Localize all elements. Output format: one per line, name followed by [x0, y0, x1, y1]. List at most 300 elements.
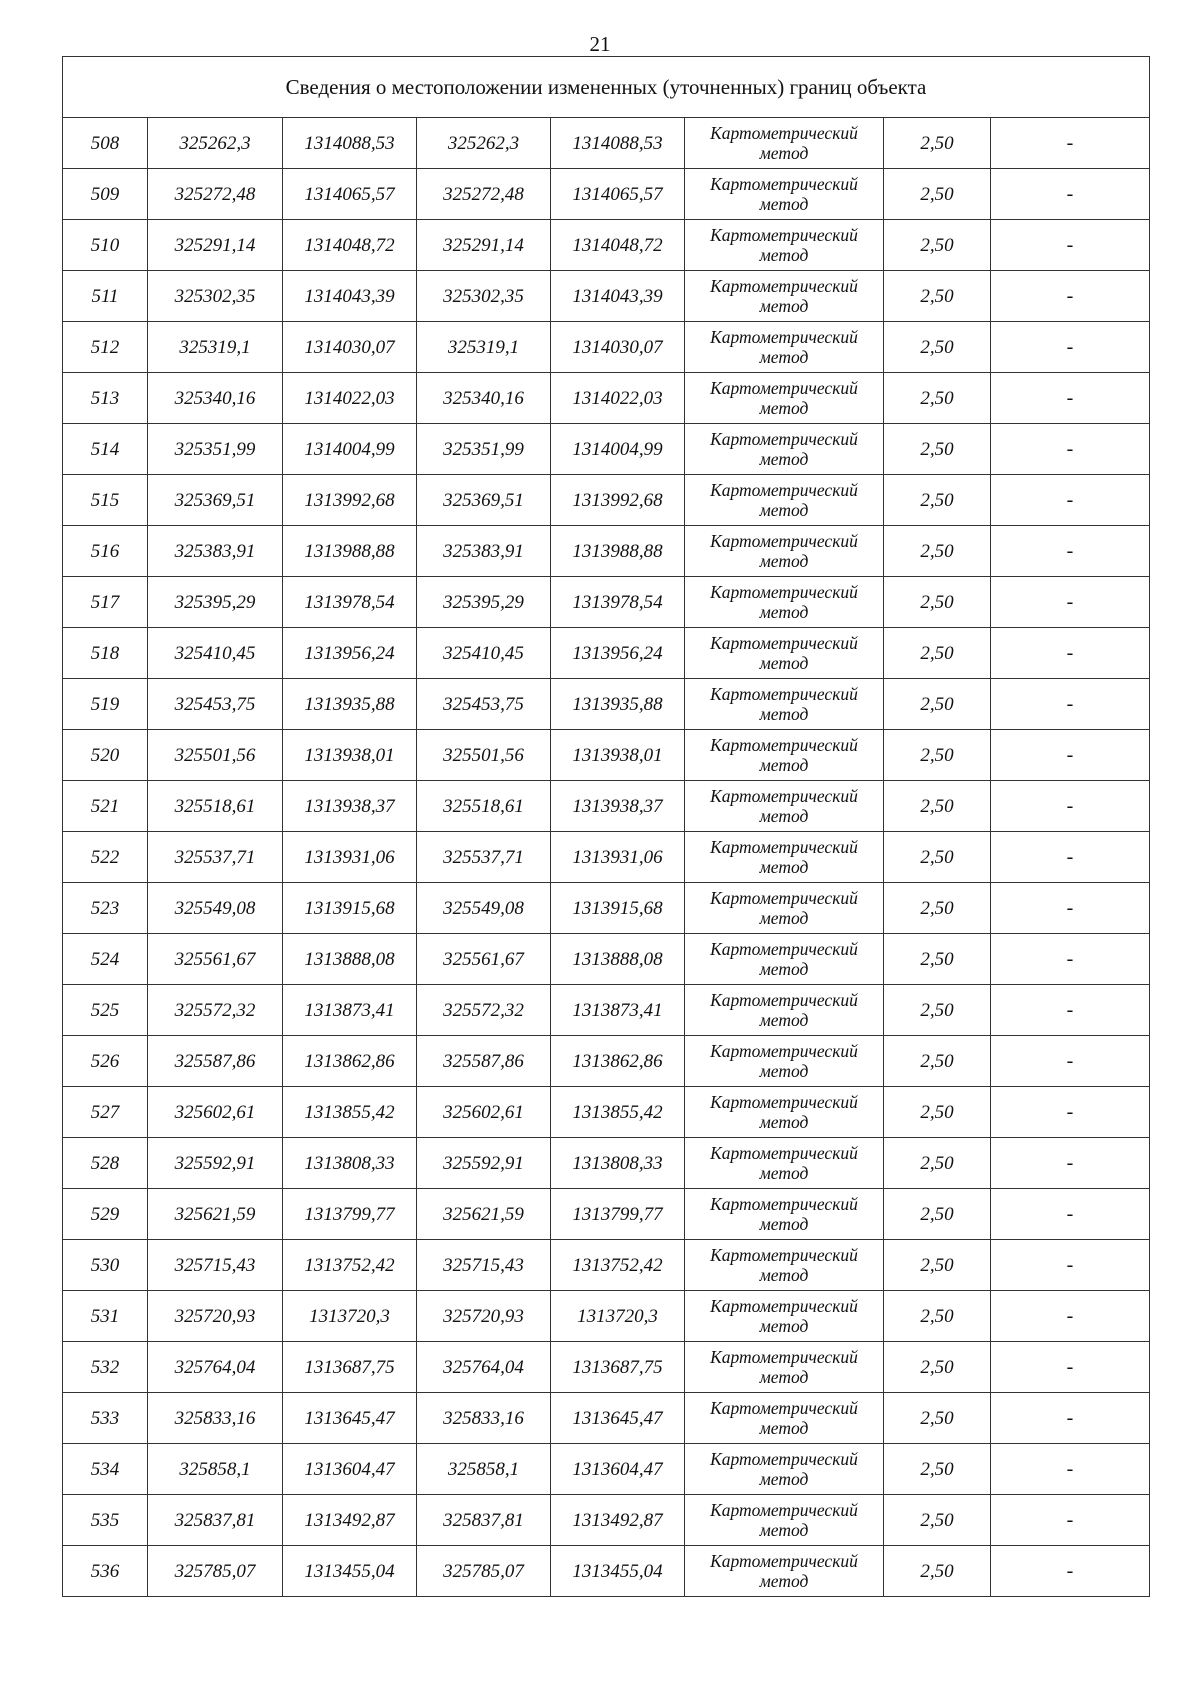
method-line-1: Картометрический: [710, 276, 858, 296]
table-row: [63, 577, 1150, 628]
existing-x-cell: 325720,93: [148, 1291, 283, 1342]
existing-y-cell: 1314022,03: [283, 373, 417, 424]
method-line-2: метод: [759, 704, 809, 724]
method-line-1: Картометрический: [710, 429, 858, 449]
refined-y-cell: 1313938,01: [551, 730, 685, 781]
existing-x-cell: 325549,08: [148, 883, 283, 934]
refined-x-cell: 325621,59: [417, 1189, 551, 1240]
refined-y-cell: 1313978,54: [551, 577, 685, 628]
method-line-1: Картометрический: [710, 1398, 858, 1418]
existing-y-cell: 1313808,33: [283, 1138, 417, 1189]
point-number-cell: 509: [63, 169, 148, 220]
precision-cell: 2,50: [884, 577, 991, 628]
precision-cell: 2,50: [884, 730, 991, 781]
table-row: [63, 118, 1150, 169]
existing-x-cell: 325383,91: [148, 526, 283, 577]
existing-y-cell: 1313855,42: [283, 1087, 417, 1138]
existing-y-cell: 1313604,47: [283, 1444, 417, 1495]
point-number-cell: 532: [63, 1342, 148, 1393]
method-cell: [685, 883, 884, 934]
method-cell: [685, 832, 884, 883]
method-cell: [685, 781, 884, 832]
precision-cell: 2,50: [884, 679, 991, 730]
point-number-cell: 536: [63, 1546, 148, 1597]
precision-cell: 2,50: [884, 883, 991, 934]
refined-x-cell: 325383,91: [417, 526, 551, 577]
existing-y-cell: 1313938,37: [283, 781, 417, 832]
boundary-coordinates-table: [62, 56, 1150, 1597]
method-cell: [685, 1240, 884, 1291]
existing-y-cell: 1313455,04: [283, 1546, 417, 1597]
method-line-2: метод: [759, 143, 809, 163]
refined-y-cell: 1314043,39: [551, 271, 685, 322]
table-row: [63, 169, 1150, 220]
refined-y-cell: 1313938,37: [551, 781, 685, 832]
method-cell: [685, 424, 884, 475]
refined-x-cell: 325537,71: [417, 832, 551, 883]
method-line-1: Картометрический: [710, 1449, 858, 1469]
method-line-1: Картометрический: [710, 1092, 858, 1112]
refined-y-cell: 1313645,47: [551, 1393, 685, 1444]
method-line-2: метод: [759, 1571, 809, 1591]
method-line-2: метод: [759, 1520, 809, 1540]
point-number-cell: 516: [63, 526, 148, 577]
note-cell: -: [991, 526, 1150, 577]
table-row: [63, 1240, 1150, 1291]
refined-x-cell: 325561,67: [417, 934, 551, 985]
point-number-cell: 523: [63, 883, 148, 934]
table-row: [63, 322, 1150, 373]
method-line-1: Картометрический: [710, 735, 858, 755]
method-line-2: метод: [759, 1061, 809, 1081]
note-cell: -: [991, 322, 1150, 373]
method-line-1: Картометрический: [710, 939, 858, 959]
table-row: [63, 934, 1150, 985]
point-number-cell: 531: [63, 1291, 148, 1342]
point-number-cell: 508: [63, 118, 148, 169]
note-cell: -: [991, 1546, 1150, 1597]
note-cell: -: [991, 628, 1150, 679]
existing-y-cell: 1313720,3: [283, 1291, 417, 1342]
method-cell: [685, 220, 884, 271]
refined-x-cell: 325340,16: [417, 373, 551, 424]
method-line-2: метод: [759, 1214, 809, 1234]
refined-x-cell: 325453,75: [417, 679, 551, 730]
table-row: [63, 475, 1150, 526]
refined-y-cell: 1313604,47: [551, 1444, 685, 1495]
method-line-1: Картометрический: [710, 1347, 858, 1367]
point-number-cell: 524: [63, 934, 148, 985]
method-cell: [685, 373, 884, 424]
page-number: 21: [589, 32, 611, 56]
existing-y-cell: 1313992,68: [283, 475, 417, 526]
note-cell: -: [991, 373, 1150, 424]
existing-x-cell: 325537,71: [148, 832, 283, 883]
method-cell: [685, 628, 884, 679]
point-number-cell: 522: [63, 832, 148, 883]
precision-cell: 2,50: [884, 1495, 991, 1546]
existing-x-cell: 325518,61: [148, 781, 283, 832]
method-cell: [685, 526, 884, 577]
existing-y-cell: 1313888,08: [283, 934, 417, 985]
refined-x-cell: 325410,45: [417, 628, 551, 679]
existing-y-cell: 1314004,99: [283, 424, 417, 475]
method-line-2: метод: [759, 1265, 809, 1285]
refined-y-cell: 1313988,88: [551, 526, 685, 577]
existing-y-cell: 1313931,06: [283, 832, 417, 883]
method-line-2: метод: [759, 296, 809, 316]
method-line-2: метод: [759, 653, 809, 673]
precision-cell: 2,50: [884, 475, 991, 526]
existing-x-cell: 325291,14: [148, 220, 283, 271]
existing-x-cell: 325561,67: [148, 934, 283, 985]
point-number-cell: 526: [63, 1036, 148, 1087]
table-title-row: [63, 57, 1150, 118]
table-row: [63, 1444, 1150, 1495]
refined-y-cell: 1313956,24: [551, 628, 685, 679]
refined-y-cell: 1313855,42: [551, 1087, 685, 1138]
table-row: [63, 1393, 1150, 1444]
point-number-cell: 528: [63, 1138, 148, 1189]
method-cell: [685, 1189, 884, 1240]
point-number-cell: 534: [63, 1444, 148, 1495]
existing-y-cell: 1313687,75: [283, 1342, 417, 1393]
method-cell: [685, 730, 884, 781]
precision-cell: 2,50: [884, 1342, 991, 1393]
point-number-cell: 520: [63, 730, 148, 781]
table-row: [63, 373, 1150, 424]
existing-x-cell: 325587,86: [148, 1036, 283, 1087]
refined-x-cell: 325720,93: [417, 1291, 551, 1342]
point-number-cell: 510: [63, 220, 148, 271]
table-row: [63, 628, 1150, 679]
existing-y-cell: 1313978,54: [283, 577, 417, 628]
existing-x-cell: 325351,99: [148, 424, 283, 475]
existing-y-cell: 1314088,53: [283, 118, 417, 169]
precision-cell: 2,50: [884, 169, 991, 220]
method-line-1: Картометрический: [710, 174, 858, 194]
method-line-2: метод: [759, 551, 809, 571]
method-line-2: метод: [759, 398, 809, 418]
precision-cell: 2,50: [884, 271, 991, 322]
existing-y-cell: 1313492,87: [283, 1495, 417, 1546]
method-line-2: метод: [759, 245, 809, 265]
note-cell: -: [991, 424, 1150, 475]
refined-y-cell: 1313935,88: [551, 679, 685, 730]
point-number-cell: 513: [63, 373, 148, 424]
refined-x-cell: 325833,16: [417, 1393, 551, 1444]
refined-y-cell: 1314048,72: [551, 220, 685, 271]
refined-x-cell: 325764,04: [417, 1342, 551, 1393]
precision-cell: 2,50: [884, 220, 991, 271]
table-row: [63, 883, 1150, 934]
existing-y-cell: 1313799,77: [283, 1189, 417, 1240]
method-line-1: Картометрический: [710, 786, 858, 806]
existing-x-cell: 325501,56: [148, 730, 283, 781]
method-line-1: Картометрический: [710, 684, 858, 704]
precision-cell: 2,50: [884, 832, 991, 883]
note-cell: -: [991, 220, 1150, 271]
method-line-2: метод: [759, 959, 809, 979]
table-row: [63, 1138, 1150, 1189]
precision-cell: 2,50: [884, 985, 991, 1036]
refined-x-cell: 325291,14: [417, 220, 551, 271]
existing-x-cell: 325453,75: [148, 679, 283, 730]
method-cell: [685, 169, 884, 220]
method-cell: [685, 934, 884, 985]
refined-y-cell: 1313862,86: [551, 1036, 685, 1087]
existing-y-cell: 1314043,39: [283, 271, 417, 322]
existing-y-cell: 1313988,88: [283, 526, 417, 577]
refined-x-cell: 325272,48: [417, 169, 551, 220]
existing-x-cell: 325410,45: [148, 628, 283, 679]
existing-y-cell: 1313752,42: [283, 1240, 417, 1291]
existing-x-cell: 325785,07: [148, 1546, 283, 1597]
refined-x-cell: 325837,81: [417, 1495, 551, 1546]
existing-x-cell: 325572,32: [148, 985, 283, 1036]
existing-x-cell: 325302,35: [148, 271, 283, 322]
method-cell: [685, 577, 884, 628]
precision-cell: 2,50: [884, 1546, 991, 1597]
method-line-2: метод: [759, 500, 809, 520]
method-line-1: Картометрический: [710, 378, 858, 398]
note-cell: -: [991, 1240, 1150, 1291]
table-row: [63, 1495, 1150, 1546]
existing-x-cell: 325858,1: [148, 1444, 283, 1495]
refined-y-cell: 1313931,06: [551, 832, 685, 883]
refined-y-cell: 1314004,99: [551, 424, 685, 475]
note-cell: -: [991, 1342, 1150, 1393]
method-line-1: Картометрический: [710, 1500, 858, 1520]
existing-x-cell: 325764,04: [148, 1342, 283, 1393]
method-cell: [685, 1036, 884, 1087]
refined-y-cell: 1313492,87: [551, 1495, 685, 1546]
method-line-2: метод: [759, 1112, 809, 1132]
note-cell: -: [991, 1495, 1150, 1546]
precision-cell: 2,50: [884, 1240, 991, 1291]
existing-y-cell: 1313645,47: [283, 1393, 417, 1444]
method-line-1: Картометрический: [710, 582, 858, 602]
table-row: [63, 679, 1150, 730]
method-line-2: метод: [759, 1418, 809, 1438]
precision-cell: 2,50: [884, 1291, 991, 1342]
method-line-2: метод: [759, 857, 809, 877]
refined-y-cell: 1313720,3: [551, 1291, 685, 1342]
refined-x-cell: 325549,08: [417, 883, 551, 934]
existing-x-cell: 325602,61: [148, 1087, 283, 1138]
method-line-2: метод: [759, 908, 809, 928]
point-number-cell: 530: [63, 1240, 148, 1291]
refined-x-cell: 325395,29: [417, 577, 551, 628]
method-line-2: метод: [759, 806, 809, 826]
method-line-1: Картометрический: [710, 1551, 858, 1571]
existing-y-cell: 1313862,86: [283, 1036, 417, 1087]
table-row: [63, 271, 1150, 322]
precision-cell: 2,50: [884, 1444, 991, 1495]
method-cell: [685, 1087, 884, 1138]
refined-x-cell: 325785,07: [417, 1546, 551, 1597]
refined-y-cell: 1313915,68: [551, 883, 685, 934]
method-line-1: Картометрический: [710, 1041, 858, 1061]
method-line-1: Картометрический: [710, 990, 858, 1010]
method-line-2: метод: [759, 755, 809, 775]
refined-y-cell: 1313455,04: [551, 1546, 685, 1597]
precision-cell: 2,50: [884, 1036, 991, 1087]
method-cell: [685, 322, 884, 373]
existing-x-cell: 325262,3: [148, 118, 283, 169]
note-cell: -: [991, 1036, 1150, 1087]
table-row: [63, 832, 1150, 883]
note-cell: -: [991, 679, 1150, 730]
point-number-cell: 535: [63, 1495, 148, 1546]
refined-x-cell: 325592,91: [417, 1138, 551, 1189]
method-line-2: метод: [759, 347, 809, 367]
point-number-cell: 529: [63, 1189, 148, 1240]
note-cell: -: [991, 271, 1150, 322]
table-row: [63, 985, 1150, 1036]
point-number-cell: 527: [63, 1087, 148, 1138]
precision-cell: 2,50: [884, 118, 991, 169]
point-number-cell: 514: [63, 424, 148, 475]
table-row: [63, 781, 1150, 832]
refined-x-cell: 325302,35: [417, 271, 551, 322]
table-row: [63, 1342, 1150, 1393]
refined-x-cell: 325858,1: [417, 1444, 551, 1495]
table-row: [63, 1087, 1150, 1138]
method-cell: [685, 1393, 884, 1444]
point-number-cell: 511: [63, 271, 148, 322]
method-cell: [685, 1444, 884, 1495]
precision-cell: 2,50: [884, 934, 991, 985]
refined-x-cell: 325602,61: [417, 1087, 551, 1138]
existing-x-cell: 325340,16: [148, 373, 283, 424]
table-row: [63, 1189, 1150, 1240]
existing-x-cell: 325592,91: [148, 1138, 283, 1189]
existing-x-cell: 325395,29: [148, 577, 283, 628]
refined-x-cell: 325587,86: [417, 1036, 551, 1087]
refined-y-cell: 1314022,03: [551, 373, 685, 424]
method-line-1: Картометрический: [710, 837, 858, 857]
refined-y-cell: 1314030,07: [551, 322, 685, 373]
existing-y-cell: 1313956,24: [283, 628, 417, 679]
refined-x-cell: 325501,56: [417, 730, 551, 781]
method-cell: [685, 1291, 884, 1342]
precision-cell: 2,50: [884, 781, 991, 832]
method-cell: [685, 271, 884, 322]
precision-cell: 2,50: [884, 1189, 991, 1240]
method-line-2: метод: [759, 1367, 809, 1387]
existing-y-cell: 1313873,41: [283, 985, 417, 1036]
precision-cell: 2,50: [884, 1087, 991, 1138]
existing-y-cell: 1314065,57: [283, 169, 417, 220]
method-line-2: метод: [759, 194, 809, 214]
precision-cell: 2,50: [884, 322, 991, 373]
note-cell: -: [991, 1138, 1150, 1189]
note-cell: -: [991, 1291, 1150, 1342]
refined-x-cell: 325715,43: [417, 1240, 551, 1291]
table-row: [63, 730, 1150, 781]
point-number-cell: 519: [63, 679, 148, 730]
method-line-1: Картометрический: [710, 1194, 858, 1214]
method-line-2: метод: [759, 602, 809, 622]
method-line-2: метод: [759, 1469, 809, 1489]
existing-x-cell: 325272,48: [148, 169, 283, 220]
refined-x-cell: 325262,3: [417, 118, 551, 169]
method-line-1: Картометрический: [710, 633, 858, 653]
precision-cell: 2,50: [884, 1393, 991, 1444]
refined-y-cell: 1314065,57: [551, 169, 685, 220]
refined-x-cell: 325319,1: [417, 322, 551, 373]
existing-y-cell: 1314048,72: [283, 220, 417, 271]
method-line-1: Картометрический: [710, 327, 858, 347]
method-line-1: Картометрический: [710, 531, 858, 551]
precision-cell: 2,50: [884, 1138, 991, 1189]
existing-y-cell: 1313935,88: [283, 679, 417, 730]
note-cell: -: [991, 832, 1150, 883]
note-cell: -: [991, 475, 1150, 526]
method-line-2: метод: [759, 1316, 809, 1336]
point-number-cell: 533: [63, 1393, 148, 1444]
method-cell: [685, 1342, 884, 1393]
method-line-1: Картометрический: [710, 1245, 858, 1265]
existing-x-cell: 325369,51: [148, 475, 283, 526]
precision-cell: 2,50: [884, 373, 991, 424]
note-cell: -: [991, 934, 1150, 985]
method-line-2: метод: [759, 1010, 809, 1030]
point-number-cell: 521: [63, 781, 148, 832]
existing-y-cell: 1313938,01: [283, 730, 417, 781]
method-cell: [685, 1138, 884, 1189]
refined-y-cell: 1313687,75: [551, 1342, 685, 1393]
method-line-2: метод: [759, 1163, 809, 1183]
refined-x-cell: 325351,99: [417, 424, 551, 475]
table-title: Сведения о местоположении измененных (уточненных) границ объекта: [63, 57, 1150, 118]
existing-x-cell: 325715,43: [148, 1240, 283, 1291]
method-line-1: Картометрический: [710, 1296, 858, 1316]
refined-y-cell: 1313888,08: [551, 934, 685, 985]
note-cell: -: [991, 1444, 1150, 1495]
refined-x-cell: 325572,32: [417, 985, 551, 1036]
point-number-cell: 512: [63, 322, 148, 373]
precision-cell: 2,50: [884, 628, 991, 679]
refined-y-cell: 1313799,77: [551, 1189, 685, 1240]
existing-x-cell: 325319,1: [148, 322, 283, 373]
note-cell: -: [991, 118, 1150, 169]
refined-y-cell: 1313992,68: [551, 475, 685, 526]
refined-y-cell: 1313873,41: [551, 985, 685, 1036]
refined-x-cell: 325369,51: [417, 475, 551, 526]
table-body: [63, 57, 1150, 1597]
existing-y-cell: 1314030,07: [283, 322, 417, 373]
method-cell: [685, 118, 884, 169]
point-number-cell: 515: [63, 475, 148, 526]
note-cell: -: [991, 730, 1150, 781]
point-number-cell: 517: [63, 577, 148, 628]
existing-y-cell: 1313915,68: [283, 883, 417, 934]
existing-x-cell: 325833,16: [148, 1393, 283, 1444]
refined-y-cell: 1313808,33: [551, 1138, 685, 1189]
method-line-1: Картометрический: [710, 225, 858, 245]
existing-x-cell: 325621,59: [148, 1189, 283, 1240]
existing-x-cell: 325837,81: [148, 1495, 283, 1546]
method-cell: [685, 475, 884, 526]
precision-cell: 2,50: [884, 424, 991, 475]
note-cell: -: [991, 169, 1150, 220]
note-cell: -: [991, 1087, 1150, 1138]
table-row: [63, 1291, 1150, 1342]
method-line-1: Картометрический: [710, 888, 858, 908]
note-cell: -: [991, 781, 1150, 832]
